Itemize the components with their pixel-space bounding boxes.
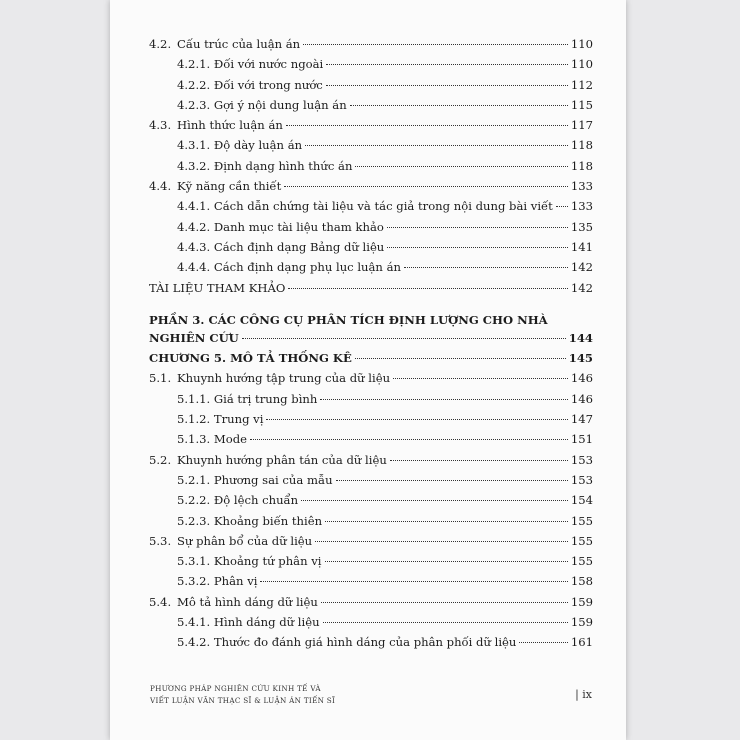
toc-entry-title: 5.1.1. Giá trị trung bình [177, 391, 318, 406]
toc-entry-title: Hình thức luận án [177, 118, 283, 133]
toc-entry [143, 138, 593, 158]
toc-entry-number: 5.1. [149, 371, 172, 386]
dot-leader [350, 105, 568, 106]
toc-entry-title: 4.2.1. Đối với nước ngoài [177, 57, 324, 72]
toc-entry-title: 5.3.2. Phân vị [177, 574, 258, 589]
dot-leader [325, 561, 568, 562]
toc-entry-title: 4.4.2. Danh mục tài liệu tham khảo [177, 219, 384, 234]
toc-entry-title: CHƯƠNG 5. MÔ TẢ THỐNG KÊ [149, 351, 352, 366]
part3-heading-title: NGHIÊN CỨU [149, 330, 239, 345]
toc-entry-page: 118 [570, 138, 593, 153]
toc-entry-page: 159 [570, 615, 593, 630]
toc-entry-number: 4.3. [149, 118, 172, 133]
toc-entry-title: 4.3.2. Định dạng hình thức án [177, 158, 353, 173]
toc-entry-title: 5.4.2. Thước đo đánh giá hình dáng của phân phối dữ liệu [177, 635, 517, 650]
toc-entry [143, 412, 593, 432]
toc-entry [143, 98, 593, 118]
toc-entry-page: 142 [570, 260, 593, 275]
toc-entry-page: 147 [570, 412, 593, 427]
toc-entry-page: 161 [570, 635, 593, 650]
footer-page-number: | ix [575, 688, 592, 701]
toc-entry-title: 4.3.1. Độ dày luận án [177, 138, 303, 153]
toc-entry-title: 4.2.2. Đối với trong nước [177, 77, 323, 92]
toc-entry-page: 146 [570, 391, 593, 406]
toc-entry [143, 78, 593, 98]
toc-entry-page: 158 [570, 574, 593, 589]
dot-leader [355, 166, 567, 167]
dot-leader [326, 64, 568, 65]
toc-entry-title: 5.2.2. Độ lệch chuẩn [177, 493, 299, 508]
toc-entry-title: 5.1.2. Trung vị [177, 412, 264, 427]
toc-entry-page: 146 [570, 371, 593, 386]
toc-entry-title: 5.4.1. Hình dáng dữ liệu [177, 615, 320, 630]
toc-entry [143, 351, 593, 371]
dot-leader [355, 358, 566, 359]
dot-leader [321, 602, 568, 603]
toc-entry-page: 155 [570, 533, 593, 548]
part3-heading-line1: PHẦN 3. CÁC CÔNG CỤ PHÂN TÍCH ĐỊNH LƯỢNG CHO NHÀ [149, 312, 548, 327]
toc-entry-page: 159 [570, 594, 593, 609]
toc-entry [143, 260, 593, 280]
dot-leader [303, 44, 568, 45]
toc-entry-page: 151 [570, 432, 593, 447]
toc-entry [143, 240, 593, 260]
dot-leader [336, 480, 568, 481]
toc-entry-page: 154 [570, 493, 593, 508]
toc-entry-page: 142 [570, 280, 593, 295]
toc-entry-page: 153 [570, 452, 593, 467]
toc-entry [143, 281, 593, 301]
toc-entry-page: 133 [570, 179, 593, 194]
toc-entry [143, 118, 593, 138]
toc-entry [143, 371, 593, 391]
section-gap [143, 301, 593, 313]
dot-leader [519, 642, 567, 643]
dot-leader [260, 581, 567, 582]
toc-entry-page: 112 [570, 77, 593, 92]
dot-leader [315, 541, 568, 542]
toc-entry [143, 392, 593, 412]
toc-entry-page: 133 [570, 199, 593, 214]
toc-entry-page: 141 [570, 239, 593, 254]
dot-leader [266, 419, 567, 420]
toc-entry [143, 615, 593, 635]
part3-heading-line2 [143, 331, 593, 351]
toc-section-chapter5 [143, 351, 593, 655]
dot-leader [242, 338, 566, 339]
dot-leader [288, 288, 568, 289]
toc-entry-title: 5.1.3. Mode [177, 432, 248, 447]
toc-entry-page: 110 [570, 57, 593, 72]
table-of-contents [143, 37, 593, 656]
toc-entry [143, 534, 593, 554]
toc-entry [143, 514, 593, 534]
page-footer [150, 684, 600, 708]
toc-entry [143, 493, 593, 513]
toc-entry-page: 115 [570, 97, 593, 112]
toc-entry [143, 220, 593, 240]
toc-entry [143, 159, 593, 179]
toc-entry-number: 5.3. [149, 533, 172, 548]
dot-leader [326, 85, 568, 86]
dot-leader [325, 521, 568, 522]
footer-book-title-line2: VIẾT LUẬN VĂN THẠC SĨ & LUẬN ÁN TIẾN SĨ [150, 696, 336, 705]
toc-entry-title: 4.4.1. Cách dẫn chứng tài liệu và tác giả trong nội dung bài viết [177, 199, 553, 214]
toc-entry-title: 4.4.4. Cách định dạng phụ lục luận án [177, 260, 401, 275]
toc-entry-page: 118 [570, 158, 593, 173]
dot-leader [250, 439, 568, 440]
dot-leader [284, 186, 568, 187]
toc-entry-title: TÀI LIỆU THAM KHẢO [149, 280, 286, 295]
toc-entry-title: Kỹ năng cần thiết [177, 179, 282, 194]
part3-page-number: 144 [568, 330, 593, 345]
toc-entry-title: 4.2.3. Gợi ý nội dung luận án [177, 97, 347, 112]
dot-leader [393, 378, 568, 379]
toc-entry-number: 4.2. [149, 37, 172, 51]
toc-entry-title: Mô tả hình dáng dữ liệu [177, 594, 318, 609]
toc-entry-title: Sự phân bổ của dữ liệu [177, 533, 313, 548]
footer-book-title-line1: PHƯƠNG PHÁP NGHIÊN CỨU KINH TẾ VÀ [150, 684, 321, 693]
toc-entry [143, 37, 593, 57]
toc-entry-title: Cấu trúc của luận án [177, 37, 301, 51]
toc-entry-page: 155 [570, 513, 593, 528]
toc-entry [143, 199, 593, 219]
dot-leader [390, 460, 568, 461]
toc-entry-number: 4.4. [149, 179, 172, 194]
dot-leader [404, 267, 568, 268]
toc-entry [143, 595, 593, 615]
toc-entry-title: 5.3.1. Khoảng tứ phân vị [177, 554, 322, 569]
dot-leader [556, 206, 568, 207]
toc-entry [143, 554, 593, 574]
dot-leader [320, 399, 568, 400]
toc-entry-title: Khuynh hướng tập trung của dữ liệu [177, 371, 391, 386]
toc-entry [143, 453, 593, 473]
toc-entry-title: 5.2.3. Khoảng biến thiên [177, 513, 323, 528]
toc-entry-page: 155 [570, 554, 593, 569]
toc-entry-number: 5.4. [149, 594, 172, 609]
toc-entry [143, 57, 593, 77]
dot-leader [286, 125, 568, 126]
toc-entry-title: Khuynh hướng phân tán của dữ liệu [177, 452, 387, 467]
toc-entry [143, 432, 593, 452]
toc-entry [143, 574, 593, 594]
dot-leader [323, 622, 568, 623]
toc-entry-page: 153 [570, 472, 593, 487]
toc-section-part2-end [143, 37, 593, 301]
dot-leader [387, 247, 568, 248]
toc-entry [143, 635, 593, 655]
toc-entry-page: 110 [570, 37, 593, 51]
toc-entry-title: 4.4.3. Cách định dạng Bảng dữ liệu [177, 239, 385, 254]
toc-entry-page: 145 [568, 351, 593, 366]
toc-entry-page: 135 [570, 219, 593, 234]
toc-entry [143, 179, 593, 199]
toc-entry-page: 117 [570, 118, 593, 133]
toc-entry-number: 5.2. [149, 452, 172, 467]
toc-entry [143, 473, 593, 493]
dot-leader [305, 145, 568, 146]
toc-entry-title: 5.2.1. Phương sai của mẫu [177, 472, 333, 487]
dot-leader [387, 227, 568, 228]
dot-leader [301, 500, 568, 501]
